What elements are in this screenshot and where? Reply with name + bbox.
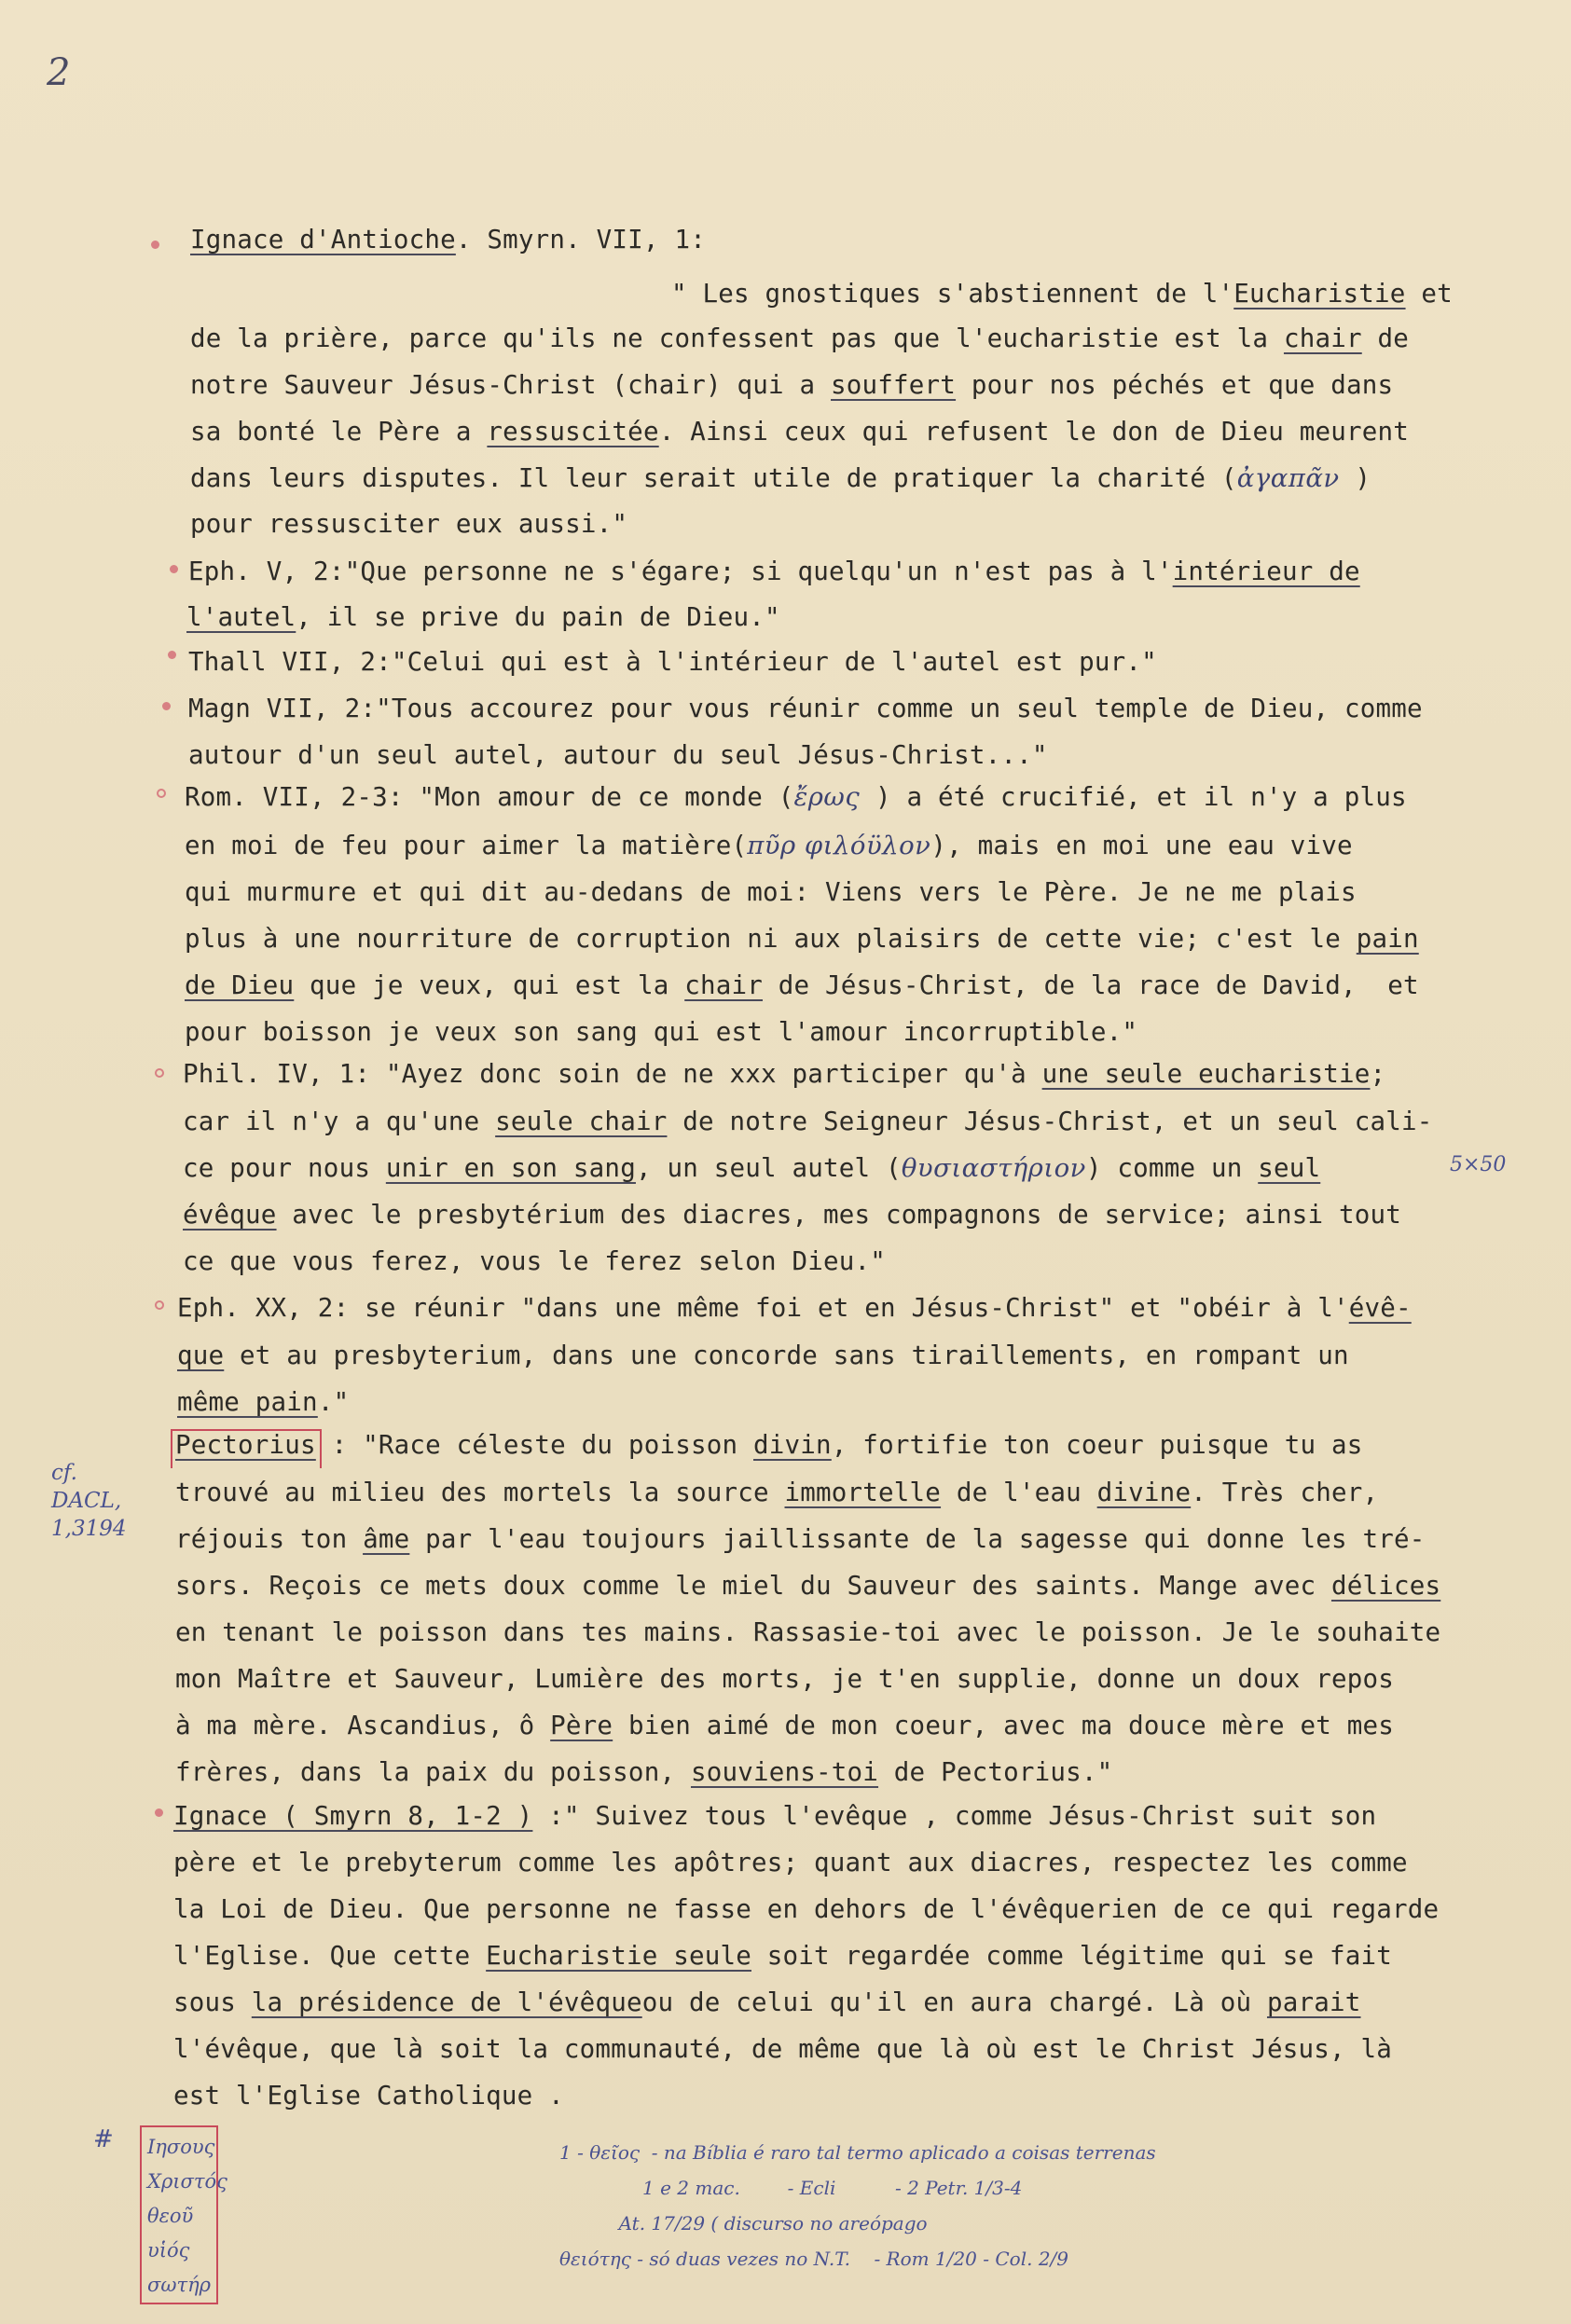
text-line xyxy=(173,1893,1439,1925)
text-segment: sors. Reçois ce mets doux comme le miel du Sauveur des saints. Mange avec xyxy=(175,1571,1331,1601)
underlined-text: Père xyxy=(550,1711,613,1740)
underlined-text: Pectorius xyxy=(175,1430,316,1460)
text-line xyxy=(188,739,1048,771)
text-segment: ou de celui qu'il en aura chargé. Là où xyxy=(641,1987,1267,2017)
red-pencil-box xyxy=(171,1429,322,1468)
text-segment: avec le presbytérium des diacres, mes compagnons de service; ainsi tout xyxy=(276,1200,1402,1230)
text-segment: Rom. VII, 2-3: "Mon amour de ce monde ( xyxy=(185,782,794,812)
underlined-text: souviens-toi xyxy=(690,1757,879,1787)
text-segment: ." xyxy=(317,1387,350,1417)
text-segment: , il se prive du pain de Dieu." xyxy=(296,602,780,632)
text-line xyxy=(177,1340,1349,1371)
text-segment: et xyxy=(1405,279,1453,309)
underlined-text: intérieur de xyxy=(1172,557,1360,586)
underlined-text: Ignace d'Antioche xyxy=(190,225,456,254)
text-segment: de l'eau xyxy=(941,1478,1097,1507)
bullet-mark xyxy=(157,789,166,798)
text-line xyxy=(185,781,1407,813)
text-line xyxy=(175,1429,1363,1461)
handwritten-greek: ἀγαπᾶν xyxy=(1236,463,1340,493)
underlined-text: que xyxy=(177,1341,225,1370)
page-number: 2 xyxy=(47,51,71,94)
text-segment: ) a été crucifié, et il n'y a plus xyxy=(860,782,1407,812)
text-line xyxy=(185,1016,1137,1048)
text-segment: en tenant le poisson dans tes mains. Rassasie-toi avec le poisson. Je le souhaite xyxy=(175,1617,1441,1647)
text-line xyxy=(183,1106,1433,1137)
text-line xyxy=(173,1940,1392,1972)
handwritten-greek: πῦρ φιλόϋλον xyxy=(747,831,931,860)
text-segment: de Jésus-Christ, de la race de David, et xyxy=(763,970,1419,1000)
text-segment: bien aimé de mon coeur, avec ma douce mère et mes xyxy=(613,1711,1395,1740)
text-segment: ce pour nous xyxy=(183,1153,386,1183)
text-segment: ), mais en moi une eau vive xyxy=(930,831,1353,860)
text-line xyxy=(173,2033,1392,2065)
underlined-text: ressuscitée xyxy=(487,417,659,447)
text-line xyxy=(190,369,1393,401)
text-segment: . Smyrn. VII, 1: xyxy=(455,225,706,254)
text-segment: de notre Seigneur Jésus-Christ, et un seul cali- xyxy=(667,1107,1433,1136)
text-line xyxy=(183,1199,1401,1231)
text-segment: . Ainsi ceux qui refusent le don de Dieu meurent xyxy=(658,417,1410,447)
text-line xyxy=(175,1523,1426,1555)
text-segment: par l'eau toujours jaillissante de la sagesse qui donne les tré- xyxy=(409,1524,1426,1554)
dacl-margin-note: cf. DACL, 1,3194 xyxy=(51,1461,127,1541)
underlined-text: immortelle xyxy=(784,1478,942,1507)
text-line xyxy=(175,1477,1378,1508)
text-line xyxy=(173,1800,1376,1832)
text-segment: ce que vous ferez, vous le ferez selon Dieu." xyxy=(183,1246,887,1276)
text-line xyxy=(185,830,1353,861)
text-segment: car il n'y a qu'une xyxy=(183,1107,496,1136)
text-segment: ) comme un xyxy=(1085,1153,1259,1183)
underlined-text: âme xyxy=(363,1524,410,1554)
underlined-text: évêque xyxy=(183,1200,277,1230)
underlined-text: chair xyxy=(684,970,764,1000)
text-segment: :" Suivez tous l'evêque , comme Jésus-Christ suit son xyxy=(532,1801,1377,1831)
text-segment: de Pectorius." xyxy=(878,1757,1113,1787)
text-segment: la Loi de Dieu. Que personne ne fasse en dehors de l'évêquerien de ce qui regarde xyxy=(173,1894,1440,1924)
text-line xyxy=(177,1386,349,1418)
underlined-text: parait xyxy=(1266,1987,1361,2017)
text-segment: , fortifie ton coeur puisque tu as xyxy=(831,1430,1363,1460)
text-segment: Eph. V, 2:"Que personne ne s'égare; si quelqu'un n'est pas à l' xyxy=(188,557,1173,586)
text-line xyxy=(183,1058,1385,1090)
text-segment: soit regardée comme légitime qui se fait xyxy=(751,1941,1393,1971)
text-segment: et au presbyterium, dans une concorde sans tiraillements, en rompant un xyxy=(224,1341,1349,1370)
text-segment: mon Maître et Sauveur, Lumière des morts, je t'en supplie, donne un doux repos xyxy=(175,1664,1394,1694)
text-segment: Magn VII, 2:"Tous accourez pour vous réunir comme un seul temple de Dieu, comme xyxy=(188,694,1423,723)
handwritten-greek: ἔρως xyxy=(793,782,861,812)
bullet-mark xyxy=(170,565,178,573)
bottom-handwritten-notes: 1 - θεῖος - na Bíblia é raro tal termo aplicado a coisas terrenas 1 e 2 mac. - Ecli - 2 Petr. 1/3-4 At. 17/29 ( discurso no areópago θειότης - só duas vezes no N.T. - Rom 1/20 - Col. 2/9 xyxy=(559,2141,1156,2270)
text-line xyxy=(190,224,706,255)
bullet-mark xyxy=(168,651,176,659)
underlined-text: de Dieu xyxy=(185,970,295,1000)
bullet-mark xyxy=(155,1068,164,1078)
text-line xyxy=(175,1710,1394,1741)
text-line xyxy=(188,556,1360,587)
text-segment: sa bonté le Père a xyxy=(190,417,488,447)
text-line xyxy=(671,278,1453,309)
underlined-text: divin xyxy=(753,1430,832,1460)
text-line xyxy=(177,1292,1412,1324)
ichthys-acrostic: Ιησους Χριστός θεοῦ υἱός σωτήρ xyxy=(147,2136,227,2296)
underlined-text: unir en son sang xyxy=(385,1153,636,1183)
text-line xyxy=(183,1152,1320,1184)
text-segment: Thall VII, 2:"Celui qui est à l'intérieur de l'autel est pur." xyxy=(188,647,1157,677)
text-segment: l'évêque, que là soit la communauté, de même que là où est le Christ Jésus, là xyxy=(173,2034,1392,2064)
underlined-text: Ignace ( Smyrn 8, 1-2 ) xyxy=(173,1801,533,1831)
text-line xyxy=(185,876,1357,908)
text-segment: : "Race céleste du poisson xyxy=(315,1430,753,1460)
text-line xyxy=(190,462,1371,494)
bullet-mark xyxy=(151,241,159,249)
text-segment: Phil. IV, 1: "Ayez donc soin de ne xxx participer qu'à xyxy=(183,1059,1042,1089)
text-segment: ) xyxy=(1339,463,1371,493)
text-segment: pour boisson je veux son sang qui est l'amour incorruptible." xyxy=(185,1017,1138,1047)
text-segment: père et le prebyterum comme les apôtres; quant aux diacres, respectez les comme xyxy=(173,1848,1408,1877)
underlined-text: Eucharistie seule xyxy=(486,1941,751,1971)
text-line xyxy=(190,323,1409,354)
text-segment: que je veux, qui est la xyxy=(294,970,685,1000)
underlined-text: Eucharistie xyxy=(1233,279,1406,309)
underlined-text: évê- xyxy=(1348,1293,1412,1323)
underlined-text: souffert xyxy=(831,370,957,400)
underlined-text: seul xyxy=(1258,1153,1321,1183)
text-segment: est l'Eglise Catholique . xyxy=(173,2081,564,2111)
text-segment: frères, dans la paix du poisson, xyxy=(175,1757,691,1787)
text-segment: pour nos péchés et que dans xyxy=(956,370,1394,400)
text-line xyxy=(173,1847,1408,1878)
text-segment: . Très cher, xyxy=(1191,1478,1379,1507)
text-line xyxy=(175,1570,1440,1602)
underlined-text: l'autel xyxy=(186,602,296,632)
underlined-text: délices xyxy=(1330,1571,1441,1601)
text-segment: de xyxy=(1361,323,1410,353)
text-line xyxy=(175,1663,1394,1695)
underlined-text: seule chair xyxy=(495,1107,668,1136)
text-line xyxy=(188,646,1157,678)
text-line xyxy=(185,969,1419,1001)
text-segment: de la prière, parce qu'ils ne confessent pas que l'eucharistie est la xyxy=(190,323,1284,353)
text-segment: à ma mère. Ascandius, ô xyxy=(175,1711,551,1740)
text-segment: ; xyxy=(1370,1059,1386,1089)
text-line xyxy=(190,416,1409,447)
bullet-mark xyxy=(155,1300,164,1310)
text-line xyxy=(188,693,1423,724)
text-line xyxy=(173,1987,1361,2018)
text-segment: qui murmure et qui dit au-dedans de moi: Viens vers le Père. Je ne me plais xyxy=(185,877,1357,907)
greek-mark-note: # xyxy=(93,2125,114,2153)
handwritten-greek: θυσιαστήριον xyxy=(901,1153,1086,1183)
text-line xyxy=(175,1616,1440,1648)
text-segment: pour ressusciter eux aussi." xyxy=(190,509,628,539)
underlined-text: la présidence de l'évêque xyxy=(251,1987,642,2017)
text-segment: trouvé au milieu des mortels la source xyxy=(175,1478,785,1507)
text-segment: réjouis ton xyxy=(175,1524,364,1554)
text-segment: en moi de feu pour aimer la matière( xyxy=(185,831,748,860)
bullet-mark xyxy=(162,702,171,710)
count-margin-note: 5×50 xyxy=(1450,1153,1507,1176)
text-segment: autour d'un seul autel, autour du seul Jésus-Christ..." xyxy=(188,740,1048,770)
text-segment: " Les gnostiques s'abstiennent de l' xyxy=(671,279,1234,309)
text-segment: notre Sauveur Jésus-Christ (chair) qui a xyxy=(190,370,832,400)
bullet-mark xyxy=(155,1808,163,1817)
underlined-text: une seule eucharistie xyxy=(1041,1059,1371,1089)
text-line xyxy=(175,1756,1112,1788)
underlined-text: pain xyxy=(1356,924,1419,954)
text-line xyxy=(185,923,1419,955)
text-line xyxy=(183,1245,886,1277)
underlined-text: divine xyxy=(1096,1478,1192,1507)
text-segment: , un seul autel ( xyxy=(635,1153,902,1183)
text-line xyxy=(190,508,627,540)
text-segment: l'Eglise. Que cette xyxy=(173,1941,487,1971)
text-line xyxy=(173,2080,564,2111)
underlined-text: même pain xyxy=(177,1387,318,1417)
text-segment: plus à une nourriture de corruption ni aux plaisirs de cette vie; c'est le xyxy=(185,924,1357,954)
underlined-text: chair xyxy=(1283,323,1362,353)
text-line xyxy=(186,601,780,633)
text-segment: Eph. XX, 2: se réunir "dans une même foi et en Jésus-Christ" et "obéir à l' xyxy=(177,1293,1349,1323)
text-segment: sous xyxy=(173,1987,252,2017)
text-segment: dans leurs disputes. Il leur serait utile de pratiquer la charité ( xyxy=(190,463,1237,493)
